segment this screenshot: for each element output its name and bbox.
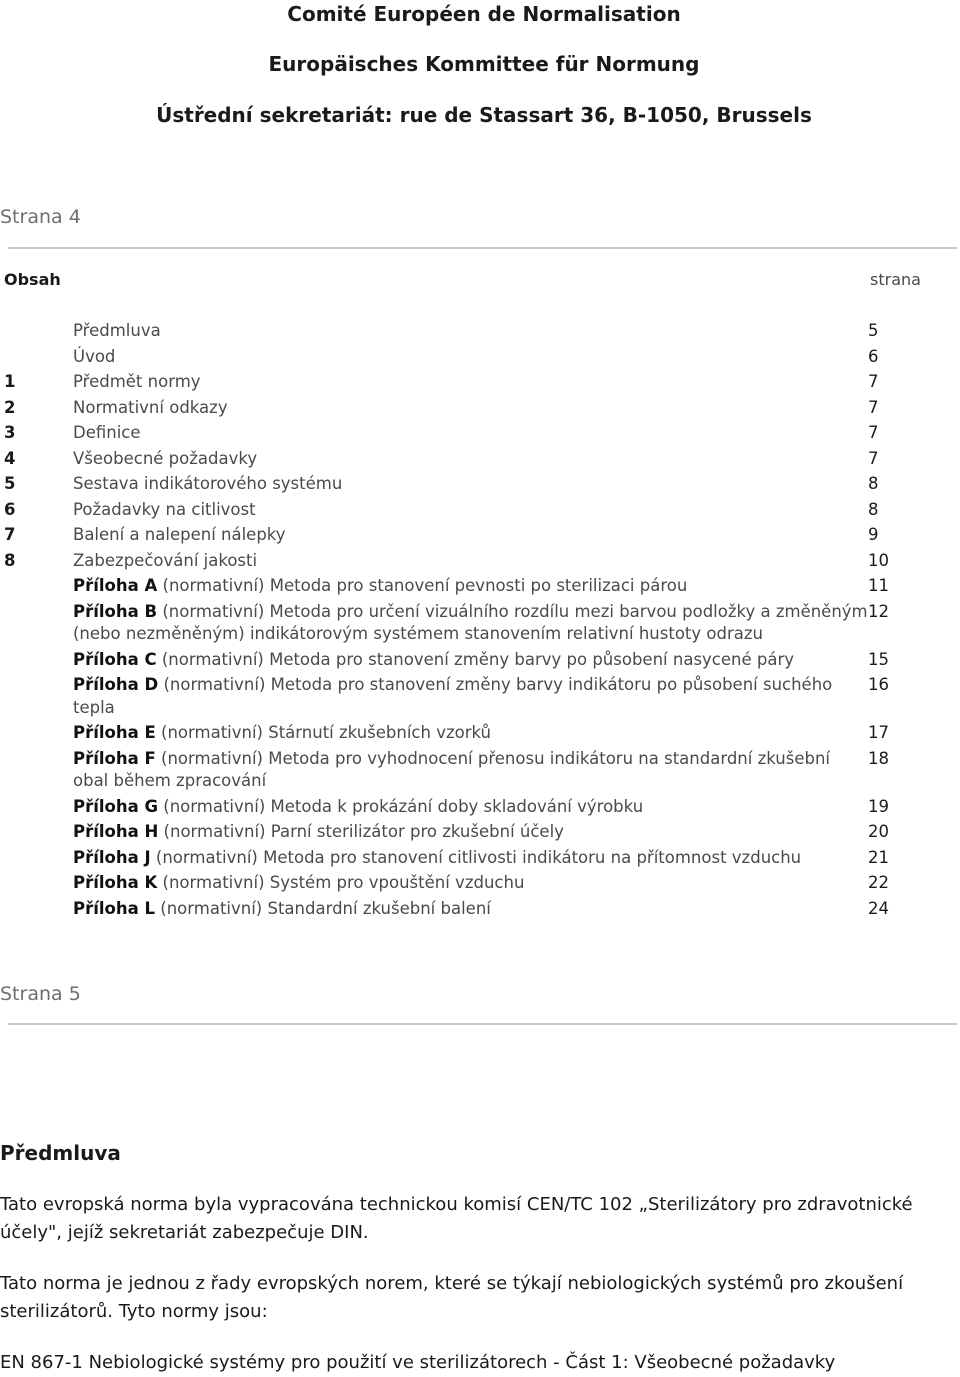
toc-section-number [0, 575, 73, 598]
toc-section-number: 4 [4, 448, 16, 468]
toc-page-number: 12 [868, 601, 889, 621]
toc-entry-text: Sestava indikátorového systému [73, 474, 343, 493]
toc-annex-label: Příloha F [73, 748, 156, 768]
toc-entry-title [73, 872, 868, 895]
foreword-heading: Předmluva [0, 1141, 121, 1165]
toc-section-number [0, 821, 73, 844]
toc-row [0, 346, 900, 369]
toc-entry-text: Zabezpečování jakosti [73, 550, 258, 570]
toc-section-number [0, 847, 73, 870]
page-divider-bottom [8, 1023, 957, 1025]
toc-section-number [0, 674, 73, 719]
toc-section-number: 5 [4, 474, 16, 493]
toc-page-number: 21 [868, 847, 889, 867]
header-organization-de: Europäisches Kommittee für Normung [268, 52, 700, 76]
toc-section-number: 3 [4, 423, 16, 442]
toc-heading: Obsah [4, 270, 61, 289]
foreword-paragraph-2: Tato norma je jednou z řady evropských norem, které se týkají nebiologických systémů pro zkoušení sterilizátorů. Tyto normy jsou: [0, 1273, 904, 1322]
toc-entry-title [73, 346, 868, 369]
toc-entry-title [73, 499, 868, 522]
toc-entry-title [73, 422, 868, 445]
toc-entry-title [73, 397, 868, 420]
toc-entry-text: (normativní) Metoda pro vyhodnocení přenosu indikátoru na standardní zkušební obal během zpracování [73, 748, 831, 790]
toc-entry-title [73, 847, 868, 870]
toc-row [0, 371, 900, 394]
toc-entry-title [73, 448, 868, 471]
toc-entry-text: Předmět normy [73, 372, 201, 391]
toc-row [0, 649, 900, 672]
toc-row [0, 847, 900, 870]
toc-page-number: 5 [868, 321, 879, 340]
toc-entry-title [73, 550, 868, 573]
toc-entry-text: Definice [73, 423, 141, 442]
toc-row [0, 898, 900, 921]
toc-section-number: 2 [4, 397, 16, 417]
toc-section-number [0, 346, 73, 369]
toc-page-number: 10 [868, 550, 889, 570]
toc-entry-text: (normativní) Parní sterilizátor pro zkušební účely [158, 822, 564, 841]
toc-page-number: 19 [868, 796, 889, 816]
toc-section-number: 8 [4, 550, 16, 570]
toc-annex-label: Příloha C [73, 649, 157, 669]
foreword-paragraph-3: EN 867-1 Nebiologické systémy pro použití ve sterilizátorech - Část 1: Všeobecné požadavky [0, 1352, 836, 1373]
toc-page-number: 17 [868, 723, 889, 742]
toc-entry-text: Všeobecné požadavky [73, 448, 258, 468]
toc-annex-label: Příloha E [73, 723, 156, 742]
toc-annex-label: Příloha J [73, 847, 151, 867]
toc-row [0, 397, 900, 420]
toc-section-number [0, 722, 73, 745]
toc-row [0, 422, 900, 445]
header-secretariat-address: Ústřední sekretariát: rue de Stassart 36, B-1050, Brussels [156, 103, 812, 127]
toc-row [0, 821, 900, 844]
foreword-paragraph-1: Tato evropská norma byla vypracována technickou komisí CEN/TC 102 „Sterilizátory pro zdravotnické účely", jejíž sekretariát zabezpečuje DIN. [0, 1194, 913, 1243]
header-organization-fr: Comité Européen de Normalisation [287, 2, 681, 26]
toc-page-number: 22 [868, 873, 889, 892]
toc-row [0, 796, 900, 819]
toc-entry-title [73, 649, 868, 672]
toc-entry-title [73, 722, 868, 745]
toc-annex-label: Příloha A [73, 576, 158, 595]
toc-annex-label: Příloha D [73, 675, 159, 694]
toc-entry-title [73, 748, 868, 793]
toc-row [0, 448, 900, 471]
toc-page-number: 11 [868, 576, 889, 595]
toc-row [0, 499, 900, 522]
toc-entry-title [73, 601, 868, 646]
toc-section-number [0, 320, 73, 343]
toc-annex-label: Příloha K [73, 873, 158, 892]
toc-entry-text: (normativní) Systém pro vpouštění vzduchu [157, 873, 525, 892]
toc-entry-title [73, 320, 868, 343]
toc-entry-title [73, 575, 868, 598]
toc-row [0, 575, 900, 598]
toc-entry-title [73, 796, 868, 819]
toc-page-number: 7 [868, 397, 879, 417]
toc-annex-label: Příloha L [73, 898, 156, 918]
toc-entry-title [73, 371, 868, 394]
page-divider-top [8, 247, 957, 249]
toc-row [0, 872, 900, 895]
page-5-label: Strana 5 [0, 983, 81, 1005]
toc-entry-title [73, 821, 868, 844]
toc-entry-text: (normativní) Standardní zkušební balení [155, 898, 491, 918]
toc-entry-text: Požadavky na citlivost [73, 499, 256, 519]
toc-annex-label: Příloha G [73, 796, 159, 816]
toc-section-number [0, 601, 73, 646]
toc-entry-text: (normativní) Metoda pro určení vizuálního rozdílu mezi barvou podložky a změněným (nebo nezměněným) indikátorovým systémem stanovením relativní hustoty odrazu [73, 601, 868, 643]
toc-entry-text: (normativní) Stárnutí zkušebních vzorků [155, 723, 492, 742]
toc-section-number [0, 649, 73, 672]
toc-section-number [0, 796, 73, 819]
toc-section-number [0, 872, 73, 895]
toc-row [0, 722, 900, 745]
toc-entry-text: (normativní) Metoda pro stanovení změny barvy indikátoru po působení suchého tepla [73, 675, 833, 717]
toc-page-number: 7 [868, 423, 879, 442]
toc-entry-title [73, 524, 868, 547]
toc-page-number: 7 [868, 372, 879, 391]
toc-entry-text: (normativní) Metoda pro stanovení pevnosti po sterilizaci párou [157, 576, 688, 595]
toc-entry-text: Úvod [73, 346, 116, 366]
toc-page-number: 8 [868, 474, 879, 493]
toc-page-number: 20 [868, 822, 889, 841]
toc-page-number: 15 [868, 649, 889, 669]
toc-row [0, 320, 900, 343]
toc-annex-label: Příloha B [73, 601, 158, 621]
toc-page-number: 6 [868, 346, 879, 366]
toc-page-column-label: strana [870, 270, 921, 289]
toc-row [0, 674, 900, 719]
page-4-label: Strana 4 [0, 206, 81, 228]
toc-row [0, 601, 900, 646]
toc-entry-text: (normativní) Metoda pro stanovení změny barvy po působení nasycené páry [156, 649, 795, 669]
toc-entry-text: Balení a nalepení nálepky [73, 525, 286, 544]
toc-row [0, 473, 900, 496]
toc-section-number: 6 [4, 499, 16, 519]
toc-page-number: 8 [868, 499, 879, 519]
toc-entry-text: Normativní odkazy [73, 397, 228, 417]
toc-page-number: 18 [868, 748, 889, 768]
toc-row [0, 524, 900, 547]
toc-page-number: 9 [868, 525, 879, 544]
toc-entry-title [73, 674, 868, 719]
toc-entry-title [73, 898, 868, 921]
toc-row [0, 748, 900, 793]
toc-entry-text: (normativní) Metoda pro stanovení citlivosti indikátoru na přítomnost vzduchu [150, 847, 802, 867]
toc-annex-label: Příloha H [73, 822, 159, 841]
toc-entry-title [73, 473, 868, 496]
toc-entry-text: Předmluva [73, 321, 161, 340]
toc-section-number [0, 748, 73, 793]
toc-page-number: 16 [868, 675, 889, 694]
toc-row [0, 550, 900, 573]
toc-page-number: 24 [868, 898, 889, 918]
toc-section-number: 1 [4, 372, 16, 391]
toc-page-number: 7 [868, 448, 879, 468]
toc-section-number: 7 [4, 525, 16, 544]
toc-section-number [0, 898, 73, 921]
table-of-contents [0, 320, 900, 923]
toc-entry-text: (normativní) Metoda k prokázání doby skladování výrobku [158, 796, 644, 816]
